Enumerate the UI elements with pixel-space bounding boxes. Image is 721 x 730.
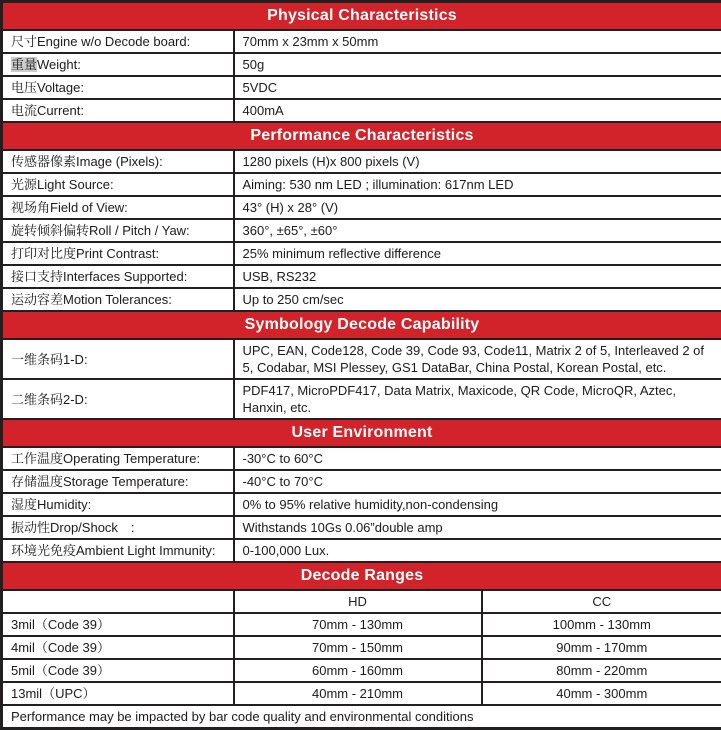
spec-value: USB, RS232	[234, 265, 721, 288]
section-header-physical-characteristics	[2, 2, 721, 31]
spec-value: Aiming: 530 nm LED ; illumination: 617nm LED	[234, 173, 721, 196]
spec-row	[2, 288, 721, 311]
decode-range-label: 5mil（Code 39）	[2, 659, 234, 682]
spec-value: -40°C to 70°C	[234, 470, 721, 493]
spec-value: 360°, ±65°, ±60°	[234, 219, 721, 242]
spec-row	[2, 339, 721, 379]
spec-label: 环境光免疫Ambient Light Immunity:	[2, 539, 234, 562]
section-title: Decode Ranges	[2, 562, 721, 590]
spec-row	[2, 30, 721, 53]
decode-range-row	[2, 636, 721, 659]
spec-row	[2, 539, 721, 562]
spec-value: 25% minimum reflective difference	[234, 242, 721, 265]
spec-value: 400mA	[234, 99, 721, 122]
section-header-performance-characteristics	[2, 122, 721, 150]
section-header-symbology-decode-capability	[2, 311, 721, 339]
spec-label: 电压Voltage:	[2, 76, 234, 99]
spec-row	[2, 379, 721, 419]
decode-ranges-header-row	[2, 590, 721, 613]
spec-value: 0-100,000 Lux.	[234, 539, 721, 562]
decode-range-hd-value: 70mm - 130mm	[234, 613, 482, 636]
spec-label: 旋转倾斜偏转Roll / Pitch / Yaw:	[2, 219, 234, 242]
spec-row	[2, 76, 721, 99]
decode-range-hd-value: 40mm - 210mm	[234, 682, 482, 705]
section-header-decode-ranges	[2, 562, 721, 590]
spec-value: Up to 250 cm/sec	[234, 288, 721, 311]
spec-label: 打印对比度Print Contrast:	[2, 242, 234, 265]
section-header-user-environment	[2, 419, 721, 447]
spec-label: 工作温度Operating Temperature:	[2, 447, 234, 470]
spec-label: 振动性Drop/Shock :	[2, 516, 234, 539]
footnote-text: Performance may be impacted by bar code quality and environmental conditions	[2, 705, 721, 729]
section-title: User Environment	[2, 419, 721, 447]
spec-label: 湿度Humidity:	[2, 493, 234, 516]
spec-value: PDF417, MicroPDF417, Data Matrix, Maxicode, QR Code, MicroQR, Aztec, Hanxin, etc.	[234, 379, 721, 419]
decode-range-label: 3mil（Code 39）	[2, 613, 234, 636]
spec-value: 43° (H) x 28° (V)	[234, 196, 721, 219]
spec-row	[2, 493, 721, 516]
spec-row	[2, 53, 721, 76]
decode-range-hd-value: 70mm - 150mm	[234, 636, 482, 659]
spec-row	[2, 173, 721, 196]
spec-row	[2, 150, 721, 173]
section-title: Physical Characteristics	[2, 2, 721, 31]
decode-range-cc-value: 40mm - 300mm	[482, 682, 721, 705]
spec-value: UPC, EAN, Code128, Code 39, Code 93, Code11, Matrix 2 of 5, Interleaved 2 of 5, Codabar, MSI Plessey, GS1 DataBar, China Postal, Korean Postal, etc.	[234, 339, 721, 379]
spec-row	[2, 219, 721, 242]
spec-label	[2, 53, 234, 76]
spec-label: 接口支持Interfaces Supported:	[2, 265, 234, 288]
section-title: Performance Characteristics	[2, 122, 721, 150]
label-highlight: 重量	[11, 57, 37, 72]
decode-range-row	[2, 659, 721, 682]
spec-row	[2, 470, 721, 493]
footnote-row	[2, 705, 721, 729]
spec-value: 70mm x 23mm x 50mm	[234, 30, 721, 53]
spec-row	[2, 242, 721, 265]
spec-value: 50g	[234, 53, 721, 76]
decode-range-row	[2, 613, 721, 636]
decode-range-hd-value: 60mm - 160mm	[234, 659, 482, 682]
section-title: Symbology Decode Capability	[2, 311, 721, 339]
spec-label: 光源Light Source:	[2, 173, 234, 196]
spec-value: Withstands 10Gs 0.06”double amp	[234, 516, 721, 539]
spec-row	[2, 265, 721, 288]
label-text: Weight:	[37, 57, 81, 72]
spec-value: -30°C to 60°C	[234, 447, 721, 470]
decode-range-cc-value: 80mm - 220mm	[482, 659, 721, 682]
decode-col-header-hd: HD	[234, 590, 482, 613]
decode-col-header-cc: CC	[482, 590, 721, 613]
spec-label: 尺寸Engine w/o Decode board:	[2, 30, 234, 53]
spec-row	[2, 447, 721, 470]
spec-value: 5VDC	[234, 76, 721, 99]
decode-col-header-empty	[2, 590, 234, 613]
spec-value: 0% to 95% relative humidity,non-condensing	[234, 493, 721, 516]
spec-label: 视场角Field of View:	[2, 196, 234, 219]
spec-row	[2, 516, 721, 539]
decode-range-cc-value: 100mm - 130mm	[482, 613, 721, 636]
spec-label: 运动容差Motion Tolerances:	[2, 288, 234, 311]
spec-row	[2, 196, 721, 219]
decode-range-label: 13mil（UPC）	[2, 682, 234, 705]
spec-row	[2, 99, 721, 122]
decode-range-row	[2, 682, 721, 705]
spec-label: 二维条码2-D:	[2, 379, 234, 419]
spec-label: 传感器像素Image (Pixels):	[2, 150, 234, 173]
spec-value: 1280 pixels (H)x 800 pixels (V)	[234, 150, 721, 173]
decode-range-cc-value: 90mm - 170mm	[482, 636, 721, 659]
spec-label: 电流Current:	[2, 99, 234, 122]
spec-label: 一维条码1-D:	[2, 339, 234, 379]
spec-label: 存储温度Storage Temperature:	[2, 470, 234, 493]
decode-range-label: 4mil（Code 39）	[2, 636, 234, 659]
